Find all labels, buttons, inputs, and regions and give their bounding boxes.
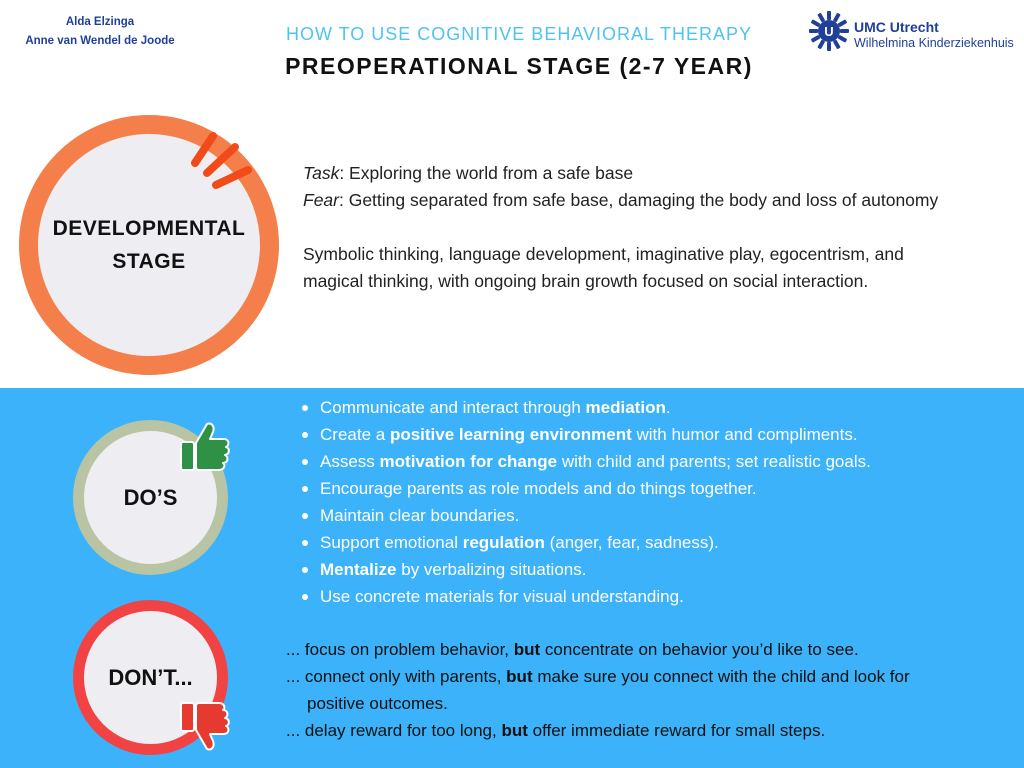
donts-item: ... connect only with parents, but make sure you connect with the child and look for	[286, 667, 910, 686]
task-line	[303, 160, 1003, 187]
header-subtitle: HOW TO USE COGNITIVE BEHAVIORAL THERAPY	[285, 24, 753, 44]
fear-label: Fear	[303, 190, 339, 210]
dos-item: Mentalize by verbalizing situations.	[300, 556, 871, 583]
thumbs-down-icon	[176, 700, 232, 756]
dos-item: Use concrete materials for visual understanding.	[300, 583, 871, 610]
umc-logo-mark: U	[824, 24, 834, 39]
task-text: : Exploring the world from a safe base	[339, 163, 634, 183]
fear-line	[303, 187, 1003, 214]
dos-item: Assess motivation for change with child and parents; set realistic goals.	[300, 448, 871, 475]
thumbs-up-icon	[176, 417, 232, 473]
task-label: Task	[303, 163, 340, 183]
author-1: Alda Elzinga	[65, 16, 135, 28]
logo-subtitle: Wilhelmina Kinderziekenhuis	[854, 36, 1014, 50]
donts-item: ... focus on problem behavior, but concentrate on behavior you’d like to see.	[286, 640, 859, 659]
description-line-1: Symbolic thinking, language development, imaginative play, egocentrism, and	[303, 244, 904, 264]
dos-item: Maintain clear boundaries.	[300, 502, 871, 529]
dos-item: Create a positive learning environment with humor and compliments.	[300, 421, 871, 448]
dos-item: Support emotional regulation (anger, fear, sadness).	[300, 529, 871, 556]
donts-list	[286, 636, 1006, 744]
dos-item: Encourage parents as role models and do things together.	[300, 475, 871, 502]
donts-item: ... delay reward for too long, but offer immediate reward for small steps.	[286, 721, 826, 740]
dos-item: Communicate and interact through mediation.	[300, 394, 871, 421]
description-line-2: magical thinking, with ongoing brain growth focused on social interaction.	[303, 271, 869, 291]
developmental-stage-text	[303, 160, 1003, 295]
umc-logo	[808, 10, 1018, 52]
dos-label: DO’S	[123, 484, 178, 510]
donts-label: DON’T...	[108, 664, 193, 690]
fear-text: : Getting separated from safe base, damaging the body and loss of autonomy	[338, 190, 939, 210]
developmental-stage-label-1: DEVELOPMENTAL	[52, 217, 246, 240]
spark-lines-icon	[190, 126, 260, 196]
logo-name: UMC Utrecht	[854, 19, 939, 35]
page-title: PREOPERATIONAL STAGE (2-7 YEAR)	[285, 53, 753, 79]
author-2: Anne van Wendel de Joode	[25, 35, 175, 47]
developmental-stage-label-2: STAGE	[112, 250, 186, 273]
umc-logo-icon	[808, 10, 850, 52]
dos-list	[300, 394, 871, 610]
donts-item-continuation: positive outcomes.	[307, 694, 448, 713]
